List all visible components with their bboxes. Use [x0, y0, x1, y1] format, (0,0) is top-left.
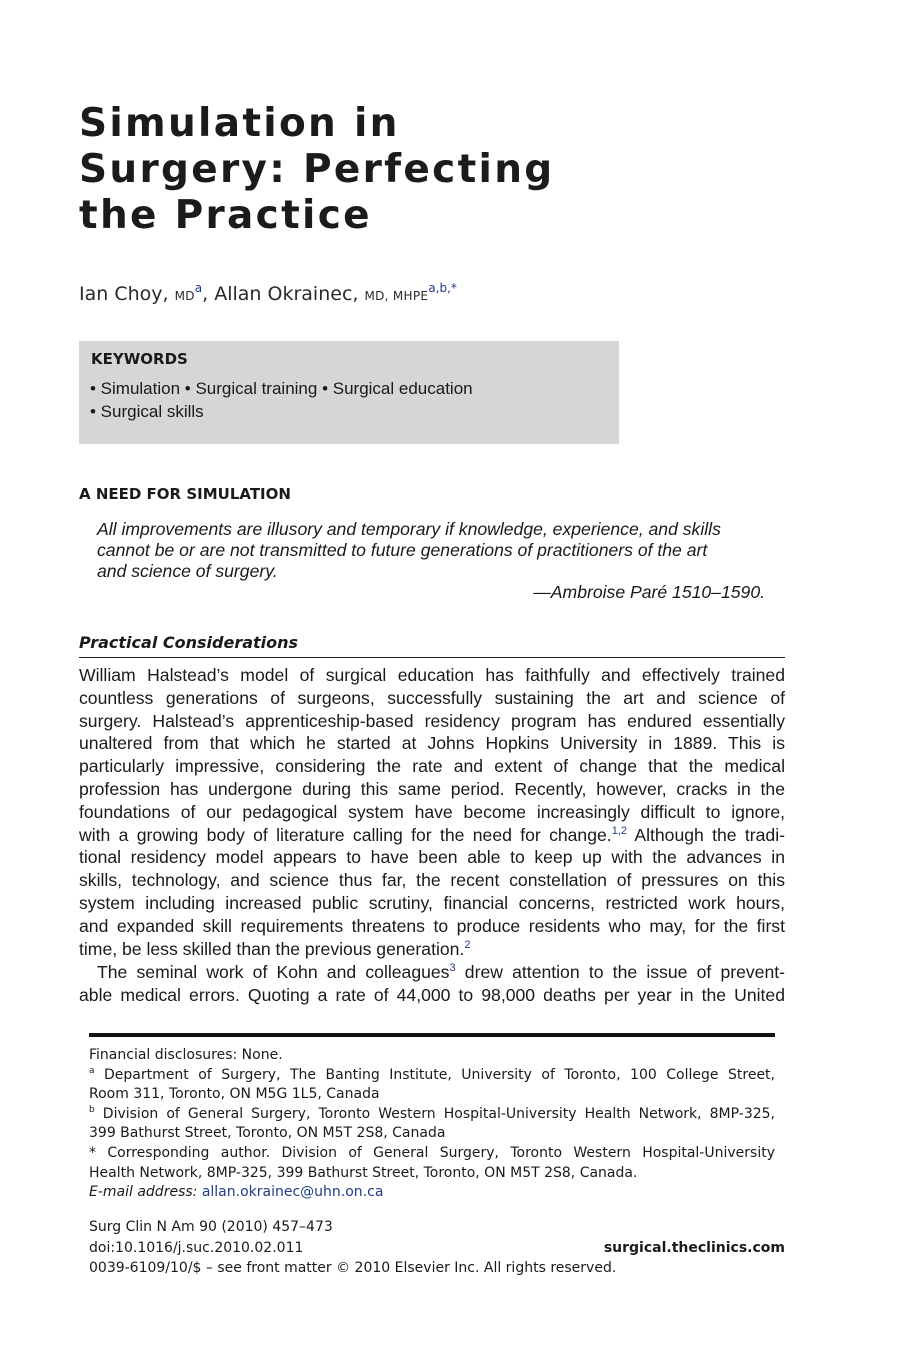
author-2-affiliation-link[interactable]: a,b,* — [428, 281, 457, 295]
author-list — [79, 283, 457, 305]
body-line: countless generations of surgeons, successfully sustaining the art and science of — [79, 687, 785, 708]
body-fragment: with a growing body of literature calling for the need for change. — [79, 824, 612, 845]
body-line-with-citation — [79, 961, 785, 984]
corresponding-author-line-2: Health Network, 8MP-325, 399 Bathurst Street, Toronto, ON M5T 2S8, Canada. — [89, 1164, 638, 1181]
keywords-line-1: • Simulation • Surgical training • Surgical education — [90, 379, 473, 398]
body-line: foundations of our pedagogical system have become increasingly difficult to ignore, — [79, 801, 785, 822]
body-line: system including increased public scrutiny, financial concerns, restricted work hours, — [79, 892, 785, 913]
body-line-with-citation — [79, 824, 785, 847]
keywords-heading: KEYWORDS — [91, 350, 188, 368]
body-line-with-citation — [79, 938, 785, 961]
body-fragment: drew attention to the issue of prevent- — [455, 962, 786, 983]
body-line: profession has undergone during this same period. Recently, however, cracks in the — [79, 778, 785, 799]
journal-website-link[interactable]: surgical.theclinics.com — [603, 1239, 785, 1256]
body-fragment: Although the tradi- — [626, 824, 785, 845]
affiliation-a-line-1 — [89, 1066, 775, 1086]
affiliation-b-line-2: 399 Bathurst Street, Toronto, ON M5T 2S8, Canada — [89, 1125, 446, 1142]
article-title — [79, 101, 554, 239]
doi-line — [89, 1238, 785, 1259]
body-line: surgery. Halstead’s apprenticeship-based residency program has endured essentially — [79, 710, 785, 731]
body-line: William Halstead’s model of surgical education has faithfully and effectively trained — [79, 665, 785, 685]
body-fragment: The seminal work of Kohn and colleagues — [97, 962, 450, 983]
affiliation-a-marker: a — [89, 1065, 95, 1076]
journal-citation: Surg Clin N Am 90 (2010) 457–473 — [89, 1219, 333, 1235]
journal-info — [89, 1217, 785, 1279]
subsection-heading: Practical Considerations — [79, 633, 785, 658]
author-2-name: , Allan Okrainec, — [202, 283, 359, 305]
email-label: E-mail address: — [89, 1184, 202, 1201]
email-line — [89, 1183, 775, 1203]
title-line-3: the Practice — [79, 193, 372, 238]
title-line-1: Simulation in — [79, 101, 400, 146]
section-heading: A NEED FOR SIMULATION — [79, 485, 291, 503]
financial-disclosure: Financial disclosures: None. — [89, 1047, 283, 1063]
body-line: able medical errors. Quoting a rate of 44,000 to 98,000 deaths per year in the United — [79, 985, 785, 1006]
body-line: particularly impressive, considering the rate and extent of change that the medical — [79, 756, 785, 777]
affiliation-a-text: Department of Surgery, The Banting Institute, University of Toronto, 100 College Street, — [94, 1066, 775, 1083]
quote-line-2: cannot be or are not transmitted to future generations of practitioners of the art — [97, 540, 708, 560]
doi: doi:10.1016/j.suc.2010.02.011 — [89, 1239, 304, 1256]
citation-link[interactable]: 3 — [449, 962, 456, 975]
body-fragment: time, be less skilled than the previous generation. — [79, 938, 465, 959]
body-line: skills, technology, and science thus far, the recent constellation of pressures on this — [79, 870, 785, 891]
corresponding-author-line-1: * Corresponding author. Division of General Surgery, Toronto Western Hospital-University — [89, 1144, 775, 1161]
affiliation-b-marker: b — [89, 1104, 95, 1115]
affiliation-b-line-1 — [89, 1105, 775, 1125]
body-line: tional residency model appears to have been able to keep up with the advances in — [79, 847, 785, 868]
citation-link[interactable]: 2 — [464, 938, 471, 951]
quote-line-3: and science of surgery. — [97, 561, 278, 581]
body-line: and expanded skill requirements threatens to produce residents who may, for the first — [79, 915, 785, 936]
keywords-line-2: • Surgical skills — [90, 402, 204, 421]
citation-link[interactable]: 1,2 — [611, 824, 627, 837]
footnotes — [89, 1046, 775, 1203]
email-link[interactable]: allan.okrainec@uhn.on.ca — [201, 1184, 384, 1201]
body-text — [79, 664, 785, 1007]
footnote-divider — [89, 1033, 775, 1037]
epigraph-quote — [97, 519, 765, 603]
affiliation-b-text: Division of General Surgery, Toronto Western Hospital-University Health Network, 8MP-325, — [94, 1105, 775, 1122]
title-line-2: Surgery: Perfecting — [79, 147, 555, 192]
quote-line-1: All improvements are illusory and temporary if knowledge, experience, and skills — [97, 519, 721, 539]
affiliation-a-line-2: Room 311, Toronto, ON M5G 1L5, Canada — [89, 1086, 380, 1103]
author-1-affiliation-link[interactable]: a — [194, 281, 203, 295]
copyright-line: 0039-6109/10/$ – see front matter © 2010 Elsevier Inc. All rights reserved. — [89, 1260, 617, 1276]
author-2-degree: MD, MHPE — [364, 289, 429, 303]
author-1-name: Ian Choy, — [79, 283, 169, 305]
author-1-degree: MD — [174, 289, 195, 303]
body-line: unaltered from that which he started at Johns Hopkins University in 1889. This is — [79, 733, 785, 754]
quote-attribution: —Ambroise Paré 1510–1590. — [533, 582, 765, 602]
keywords-box — [79, 341, 619, 444]
